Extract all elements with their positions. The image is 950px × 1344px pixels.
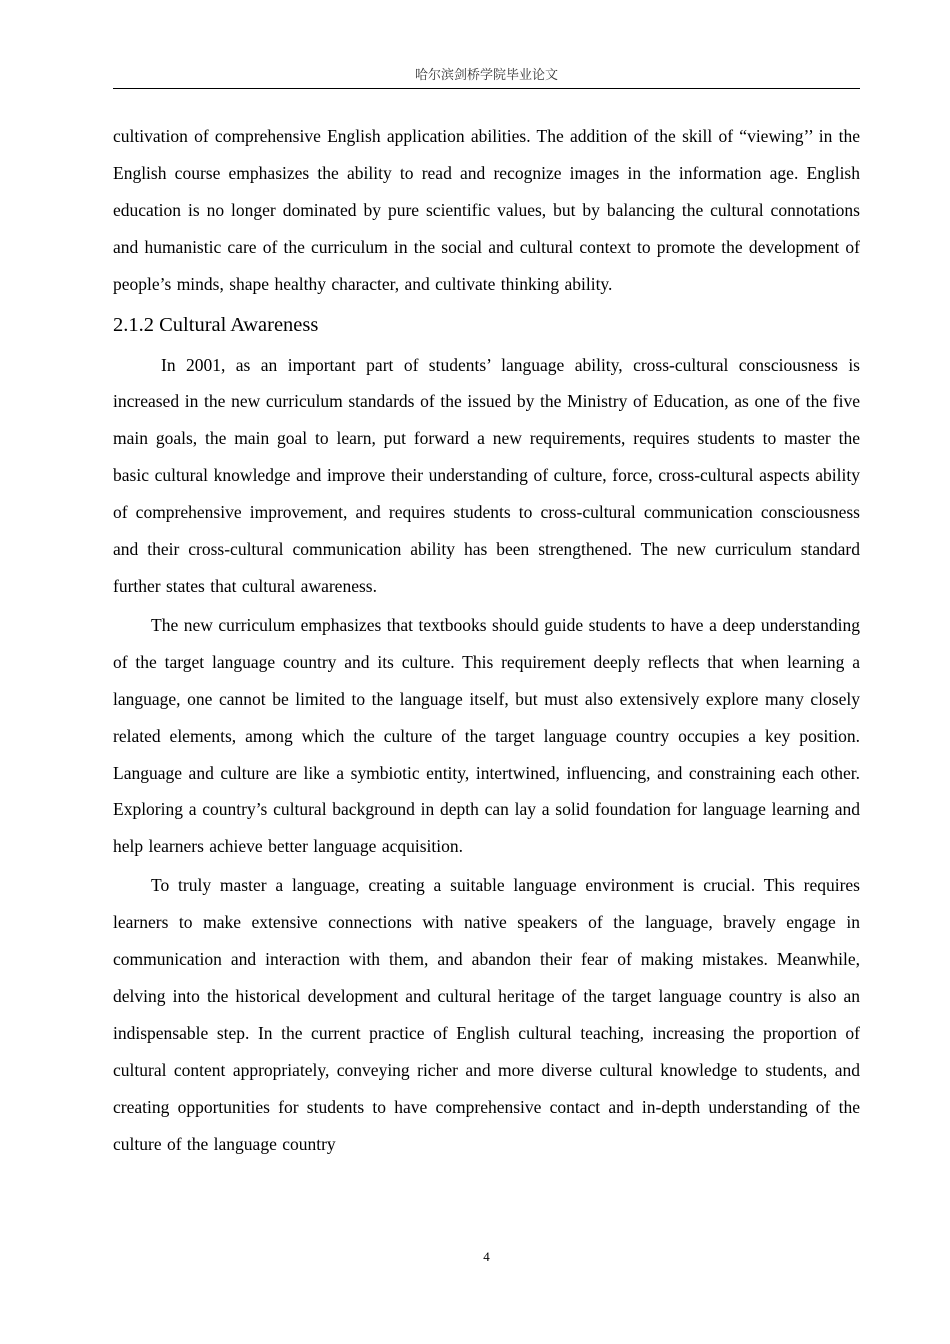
header-divider [113,88,860,89]
body-paragraph: The new curriculum emphasizes that textbooks should guide students to have a deep understanding of the target language country and its culture. This requirement deeply reflects that when learning a language, one cannot be limited to the language itself, but must also extensively explore many closely related elements, among which the culture of the target language country occupies a key position. Language and culture are like a symbiotic entity, intertwined, influencing, and constraining each other. Exploring a country’s cultural background in depth can lay a solid foundation for language learning and help learners achieve better language acquisition. [113,614,860,857]
body-paragraph: cultivation of comprehensive English application abilities. The addition of the skill of “viewing’’ in the English course emphasizes the ability to read and recognize images in the information age. English education is no longer dominated by pure scientific values, but by balancing the cultural connotations and humanistic care of the curriculum in the social and cultural context to promote the development of people’s minds, shape healthy character, and cultivate thinking ability. [113,126,860,294]
page-number: 4 [483,1249,490,1264]
page-header-title: 哈尔滨剑桥学院毕业论文 [414,67,558,82]
body-paragraph: In 2001, as an important part of students’ language ability, cross-cultural consciousness is increased in the new curriculum standards of the issued by the Ministry of Education, as one of the five main goals, the main goal to learn, put forward a new requirements, requires students to master the basic cultural knowledge and improve their understanding of culture, force, cross-cultural aspects ability of comprehensive improvement, and requires students to cross-cultural communication consciousness and their cross-cultural communication ability has been strengthened. The new curriculum standard further states that cultural awareness. [113,354,860,596]
section-heading: 2.1.2 Cultural Awareness [113,313,319,336]
document-body [113,118,860,1162]
body-paragraph: To truly master a language, creating a suitable language environment is crucial. This requires learners to make extensive connections with native speakers of the language, bravely engage in communication and interaction with them, and abandon their fear of making mistakes. Meanwhile, delving into the historical development and cultural heritage of the target language country is also an indispensable step. In the current practice of English cultural teaching, increasing the proportion of cultural content appropriately, conveying richer and more diverse cultural knowledge to students, and creating opportunities for students to have comprehensive contact and in-depth understanding of the culture of the language country [113,875,860,1154]
